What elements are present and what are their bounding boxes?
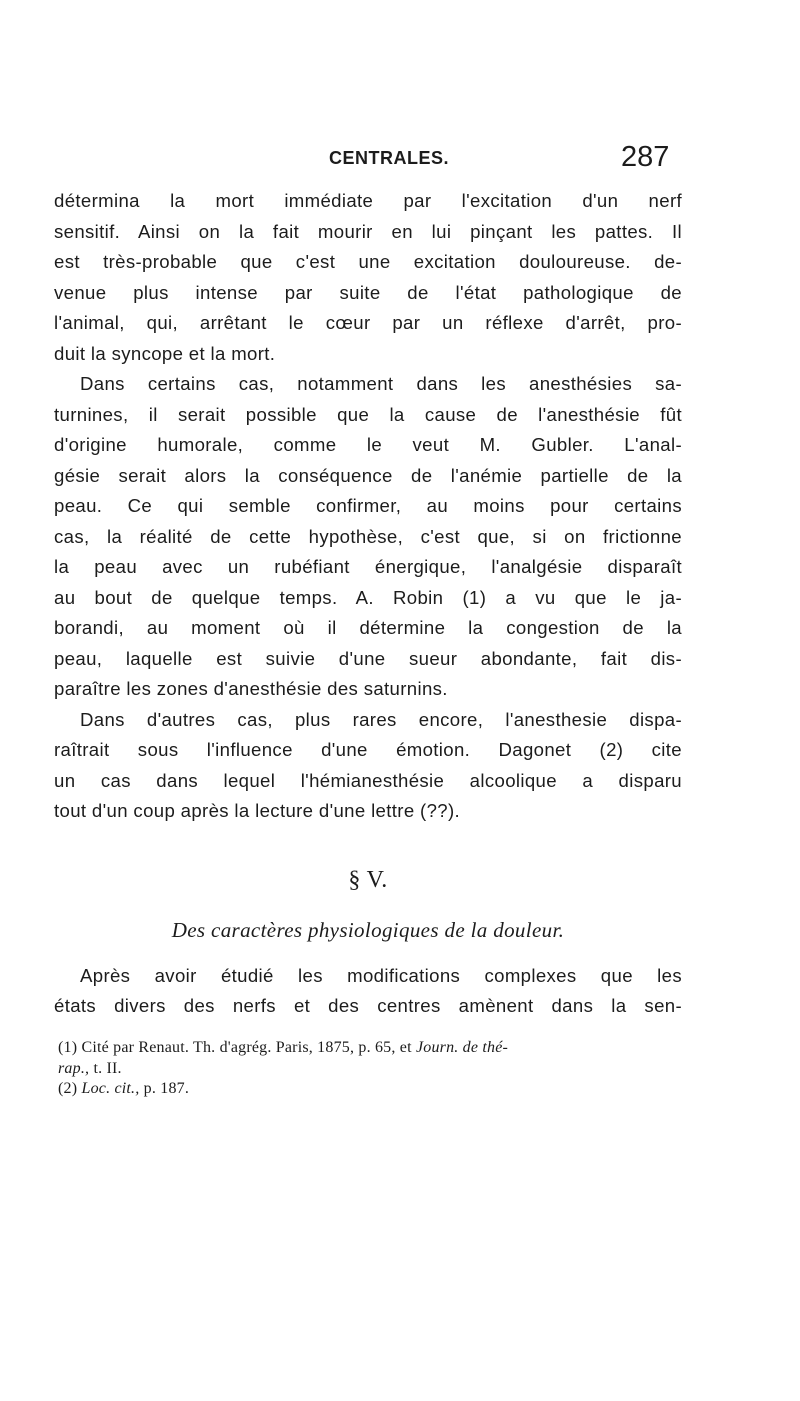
footnote-number: (2) <box>58 1080 78 1097</box>
paragraph-2 <box>54 369 682 705</box>
footnote-text-cont: t. II. <box>93 1059 122 1077</box>
text-line: peau, laquelle est suivie d'une sueur abondante, fait dis- <box>54 647 682 669</box>
page-number: 287 <box>621 141 670 173</box>
running-title: CENTRALES. <box>329 148 450 168</box>
text-line: duit la syncope et la mort. <box>54 342 276 364</box>
text-line: turnines, il serait possible que la cause de l'anesthésie fût <box>54 403 682 425</box>
text-line: borandi, au moment où il détermine la congestion de la <box>54 617 682 638</box>
text-line: d'origine humorale, comme le veut M. Gubler. L'anal- <box>54 434 682 455</box>
section-title: Des caractères physiologiques de la douleur. <box>171 917 565 942</box>
footnote-number: (1) <box>58 1039 78 1056</box>
text-line: paraître les zones d'anesthésie des saturnins. <box>54 678 448 699</box>
text-line: l'animal, qui, arrêtant le cœur par un réflexe d'arrêt, pro- <box>54 312 682 333</box>
text-line: gésie serait alors la conséquence de l'anémie partielle de la <box>54 464 682 486</box>
paragraph-1 <box>54 186 682 369</box>
footnote-journal: Journ. de thé- <box>415 1039 509 1056</box>
text-line: au bout de quelque temps. A. Robin (1) a vu que le ja- <box>54 586 682 608</box>
text-line: est très-probable que c'est une excitation douloureuse. de- <box>54 251 682 272</box>
body-text <box>54 186 682 1022</box>
paragraph-3 <box>54 705 682 827</box>
text-line: sensitif. Ainsi on la fait mourir en lui pinçant les pattes. Il <box>54 220 682 242</box>
footnote-text: Cité par Renaut. Th. d'agrég. Paris, 1875, p. 65, et <box>81 1039 412 1056</box>
footnote-text: p. 187. <box>143 1080 190 1097</box>
footnote-2 <box>54 1079 682 1100</box>
text-line: cas, la réalité de cette hypothèse, c'est que, si on frictionne <box>54 525 682 547</box>
text-line: tout d'un coup après la lecture d'une lettre (??). <box>54 800 461 821</box>
section-number: § V. <box>348 866 388 893</box>
text-line: venue plus intense par suite de l'état pathologique de <box>54 281 682 303</box>
footnote-journal-cont: rap., <box>58 1059 90 1077</box>
text-line: Après avoir étudié les modifications complexes que les <box>80 964 682 986</box>
text-line: détermina la mort immédiate par l'excitation d'un nerf <box>54 190 682 211</box>
text-line: peau. Ce qui semble confirmer, au moins pour certains <box>54 495 682 516</box>
footnotes <box>54 1038 682 1100</box>
footnote-loc-cit: Loc. cit., <box>81 1080 140 1097</box>
text-line: Dans certains cas, notamment dans les anesthésies sa- <box>80 373 682 394</box>
text-line: un cas dans lequel l'hémianesthésie alcoolique a disparu <box>54 769 682 791</box>
running-head <box>0 143 800 177</box>
text-line: états divers des nerfs et des centres amènent dans la sen- <box>54 995 682 1016</box>
text-line: Dans d'autres cas, plus rares encore, l'anesthesie dispa- <box>80 708 682 730</box>
text-line: la peau avec un rubéfiant énergique, l'analgésie disparaît <box>54 556 682 577</box>
text-line: raîtrait sous l'influence d'une émotion. Dagonet (2) cite <box>54 739 682 760</box>
footnote-1 <box>54 1038 682 1079</box>
paragraph-4 <box>54 961 682 1022</box>
